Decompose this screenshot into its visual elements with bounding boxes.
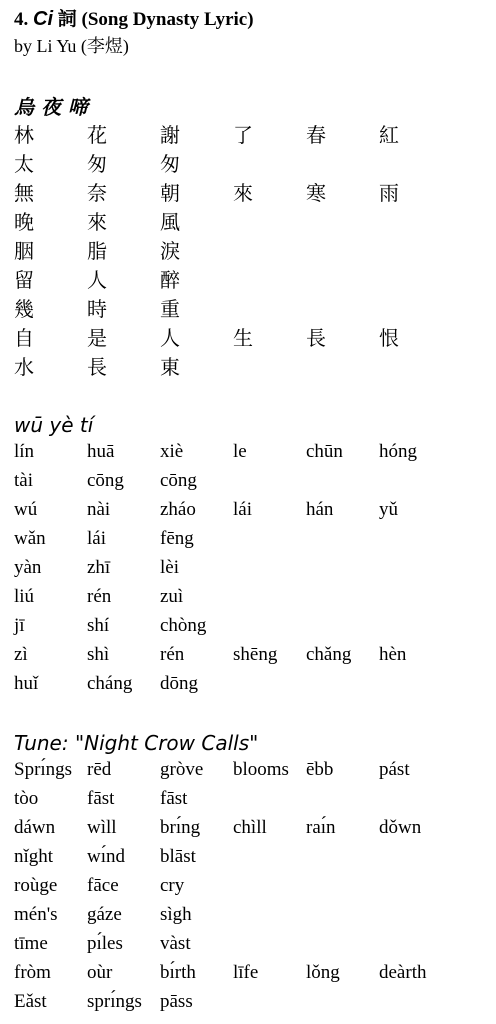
pinyin-word: lái: [233, 498, 252, 520]
hanzi-word: 東: [160, 355, 180, 379]
tune-word: tòo: [14, 787, 39, 809]
hanzi-word: 淚: [160, 239, 180, 263]
pinyin-word: huā: [87, 440, 115, 462]
author-byline: by Li Yu (李煜): [14, 36, 129, 56]
tune-word: sprı́ngs: [87, 990, 142, 1012]
hanzi-grid: [14, 119, 484, 380]
pinyin-line: [14, 640, 484, 669]
hanzi-word: 春: [306, 123, 326, 147]
hanzi-word: 紅: [379, 123, 399, 147]
tune-word: cry: [160, 874, 185, 896]
pinyin-word: wú: [14, 498, 38, 520]
title-rest: 詞 (Song Dynasty Lyric): [57, 9, 254, 30]
pinyin-word: zuì: [160, 585, 184, 607]
tune-word: ēbb: [306, 758, 334, 780]
tune-word: gáze: [87, 903, 122, 925]
pinyin-line: [14, 466, 484, 495]
tune-line: [14, 842, 484, 871]
hanzi-line: [14, 264, 484, 293]
pinyin-word: zhī: [87, 556, 111, 578]
hanzi-word: 來: [87, 210, 107, 234]
hanzi-word: 留: [14, 268, 34, 292]
tune-line: [14, 871, 484, 900]
pinyin-word: yàn: [14, 556, 42, 578]
hanzi-word: 生: [233, 326, 253, 350]
pinyin-line: [14, 524, 484, 553]
tune-line: [14, 900, 484, 929]
pinyin-word: shí: [87, 614, 110, 636]
hanzi-word: 醉: [160, 268, 180, 292]
tune-word: fāce: [87, 874, 119, 896]
tune-line: [14, 958, 484, 987]
tune-line: [14, 784, 484, 813]
pinyin-word: huǐ: [14, 672, 39, 694]
tune-word: dǒwn: [379, 816, 422, 838]
tune-grid: [14, 755, 484, 1016]
tune-word: pāss: [160, 990, 193, 1012]
pinyin-word: zì: [14, 643, 28, 665]
hanzi-word: 恨: [379, 326, 399, 350]
hanzi-word: 林: [14, 123, 34, 147]
pinyin-word: yǔ: [379, 498, 398, 520]
hanzi-word: 無: [14, 181, 34, 205]
hanzi-word: 幾: [14, 297, 34, 321]
hanzi-word: 長: [87, 355, 107, 379]
pinyin-word: liú: [14, 585, 35, 607]
pinyin-word: shēng: [233, 643, 278, 665]
hanzi-word: 朝: [160, 181, 180, 205]
tune-word: dáwn: [14, 816, 56, 838]
hanzi-word: 雨: [379, 181, 399, 205]
hanzi-heading: 烏 夜 啼: [14, 95, 88, 119]
pinyin-grid: [14, 437, 484, 698]
pinyin-word: xiè: [160, 440, 184, 462]
hanzi-line: [14, 322, 484, 351]
hanzi-word: 自: [14, 326, 34, 350]
pinyin-word: lín: [14, 440, 35, 462]
tune-word: wı́nd: [87, 845, 125, 867]
hanzi-word: 匆: [160, 152, 180, 176]
hanzi-word: 重: [160, 297, 180, 321]
hanzi-word: 是: [87, 326, 107, 350]
hanzi-line: [14, 235, 484, 264]
document-title: [14, 6, 484, 33]
pinyin-word: hèn: [379, 643, 407, 665]
tune-word: Sprı́ngs: [14, 758, 73, 780]
hanzi-word: 胭: [14, 239, 34, 263]
pinyin-line: [14, 553, 484, 582]
hanzi-word: 花: [87, 123, 107, 147]
tune-word: oùr: [87, 961, 113, 983]
hanzi-line: [14, 119, 484, 148]
tune-word: blāst: [160, 845, 196, 867]
tune-word: vàst: [160, 932, 191, 954]
tune-word: Eǎst: [14, 990, 47, 1012]
pinyin-word: cháng: [87, 672, 133, 694]
pinyin-word: nài: [87, 498, 111, 520]
hanzi-word: 時: [87, 297, 107, 321]
pinyin-line: [14, 611, 484, 640]
hanzi-word: 人: [160, 326, 180, 350]
hanzi-line: [14, 206, 484, 235]
hanzi-line: [14, 351, 484, 380]
pinyin-word: jī: [14, 614, 25, 636]
tune-word: rēd: [87, 758, 112, 780]
tune-word: līfe: [233, 961, 259, 983]
pinyin-word: rén: [160, 643, 185, 665]
pinyin-heading: wū yè tí: [14, 413, 94, 437]
pinyin-word: lèi: [160, 556, 179, 578]
pinyin-word: tài: [14, 469, 33, 491]
tune-word: pı́les: [87, 932, 123, 954]
pinyin-word: wǎn: [14, 527, 46, 549]
hanzi-word: 晚: [14, 210, 34, 234]
tune-word: roùge: [14, 874, 58, 896]
title-ci: Ci: [33, 8, 53, 30]
hanzi-word: 謝: [160, 123, 180, 147]
hanzi-word: 奈: [87, 181, 107, 205]
tune-word: fāst: [87, 787, 115, 809]
pinyin-word: chūn: [306, 440, 343, 462]
tune-word: wìll: [87, 816, 117, 838]
pinyin-word: le: [233, 440, 247, 462]
pinyin-word: chǎng: [306, 643, 352, 665]
pinyin-word: cōng: [87, 469, 124, 491]
hanzi-line: [14, 293, 484, 322]
pinyin-word: fēng: [160, 527, 194, 549]
tune-word: bı́rth: [160, 961, 196, 983]
tune-word: pást: [379, 758, 410, 780]
pinyin-word: chòng: [160, 614, 207, 636]
tune-word: fròm: [14, 961, 51, 983]
hanzi-word: 太: [14, 152, 34, 176]
tune-word: nǐght: [14, 845, 54, 867]
hanzi-word: 寒: [306, 181, 326, 205]
tune-word: gròve: [160, 758, 204, 780]
pinyin-word: rén: [87, 585, 112, 607]
lyric-document: [14, 6, 484, 1016]
tune-line: [14, 987, 484, 1016]
tune-word: lǒng: [306, 961, 340, 983]
tune-line: [14, 929, 484, 958]
pinyin-word: lái: [87, 527, 106, 549]
pinyin-word: dōng: [160, 672, 198, 694]
hanzi-word: 來: [233, 181, 253, 205]
hanzi-word: 人: [87, 268, 107, 292]
pinyin-word: zháo: [160, 498, 196, 520]
hanzi-word: 脂: [87, 239, 107, 263]
pinyin-line: [14, 495, 484, 524]
hanzi-word: 了: [233, 123, 253, 147]
pinyin-word: cōng: [160, 469, 197, 491]
hanzi-word: 匆: [87, 152, 107, 176]
hanzi-line: [14, 177, 484, 206]
tune-line: [14, 813, 484, 842]
hanzi-line: [14, 148, 484, 177]
pinyin-line: [14, 669, 484, 698]
pinyin-line: [14, 582, 484, 611]
pinyin-word: shì: [87, 643, 110, 665]
tune-word: raı́n: [306, 816, 336, 838]
tune-word: brı́ng: [160, 816, 201, 838]
title-number: 4.: [14, 9, 29, 30]
tune-line: [14, 755, 484, 784]
hanzi-word: 長: [306, 326, 326, 350]
tune-heading: Tune: "Night Crow Calls": [14, 731, 259, 755]
tune-word: fāst: [160, 787, 188, 809]
pinyin-line: [14, 437, 484, 466]
hanzi-word: 水: [14, 355, 34, 379]
hanzi-word: 風: [160, 210, 180, 234]
tune-word: mén's: [14, 903, 58, 925]
tune-word: chìll: [233, 816, 267, 838]
tune-word: deàrth: [379, 961, 427, 983]
tune-word: tīme: [14, 932, 48, 954]
pinyin-word: hán: [306, 498, 334, 520]
pinyin-word: hóng: [379, 440, 417, 462]
tune-word: sìgh: [160, 903, 192, 925]
tune-word: blooms: [233, 758, 289, 780]
